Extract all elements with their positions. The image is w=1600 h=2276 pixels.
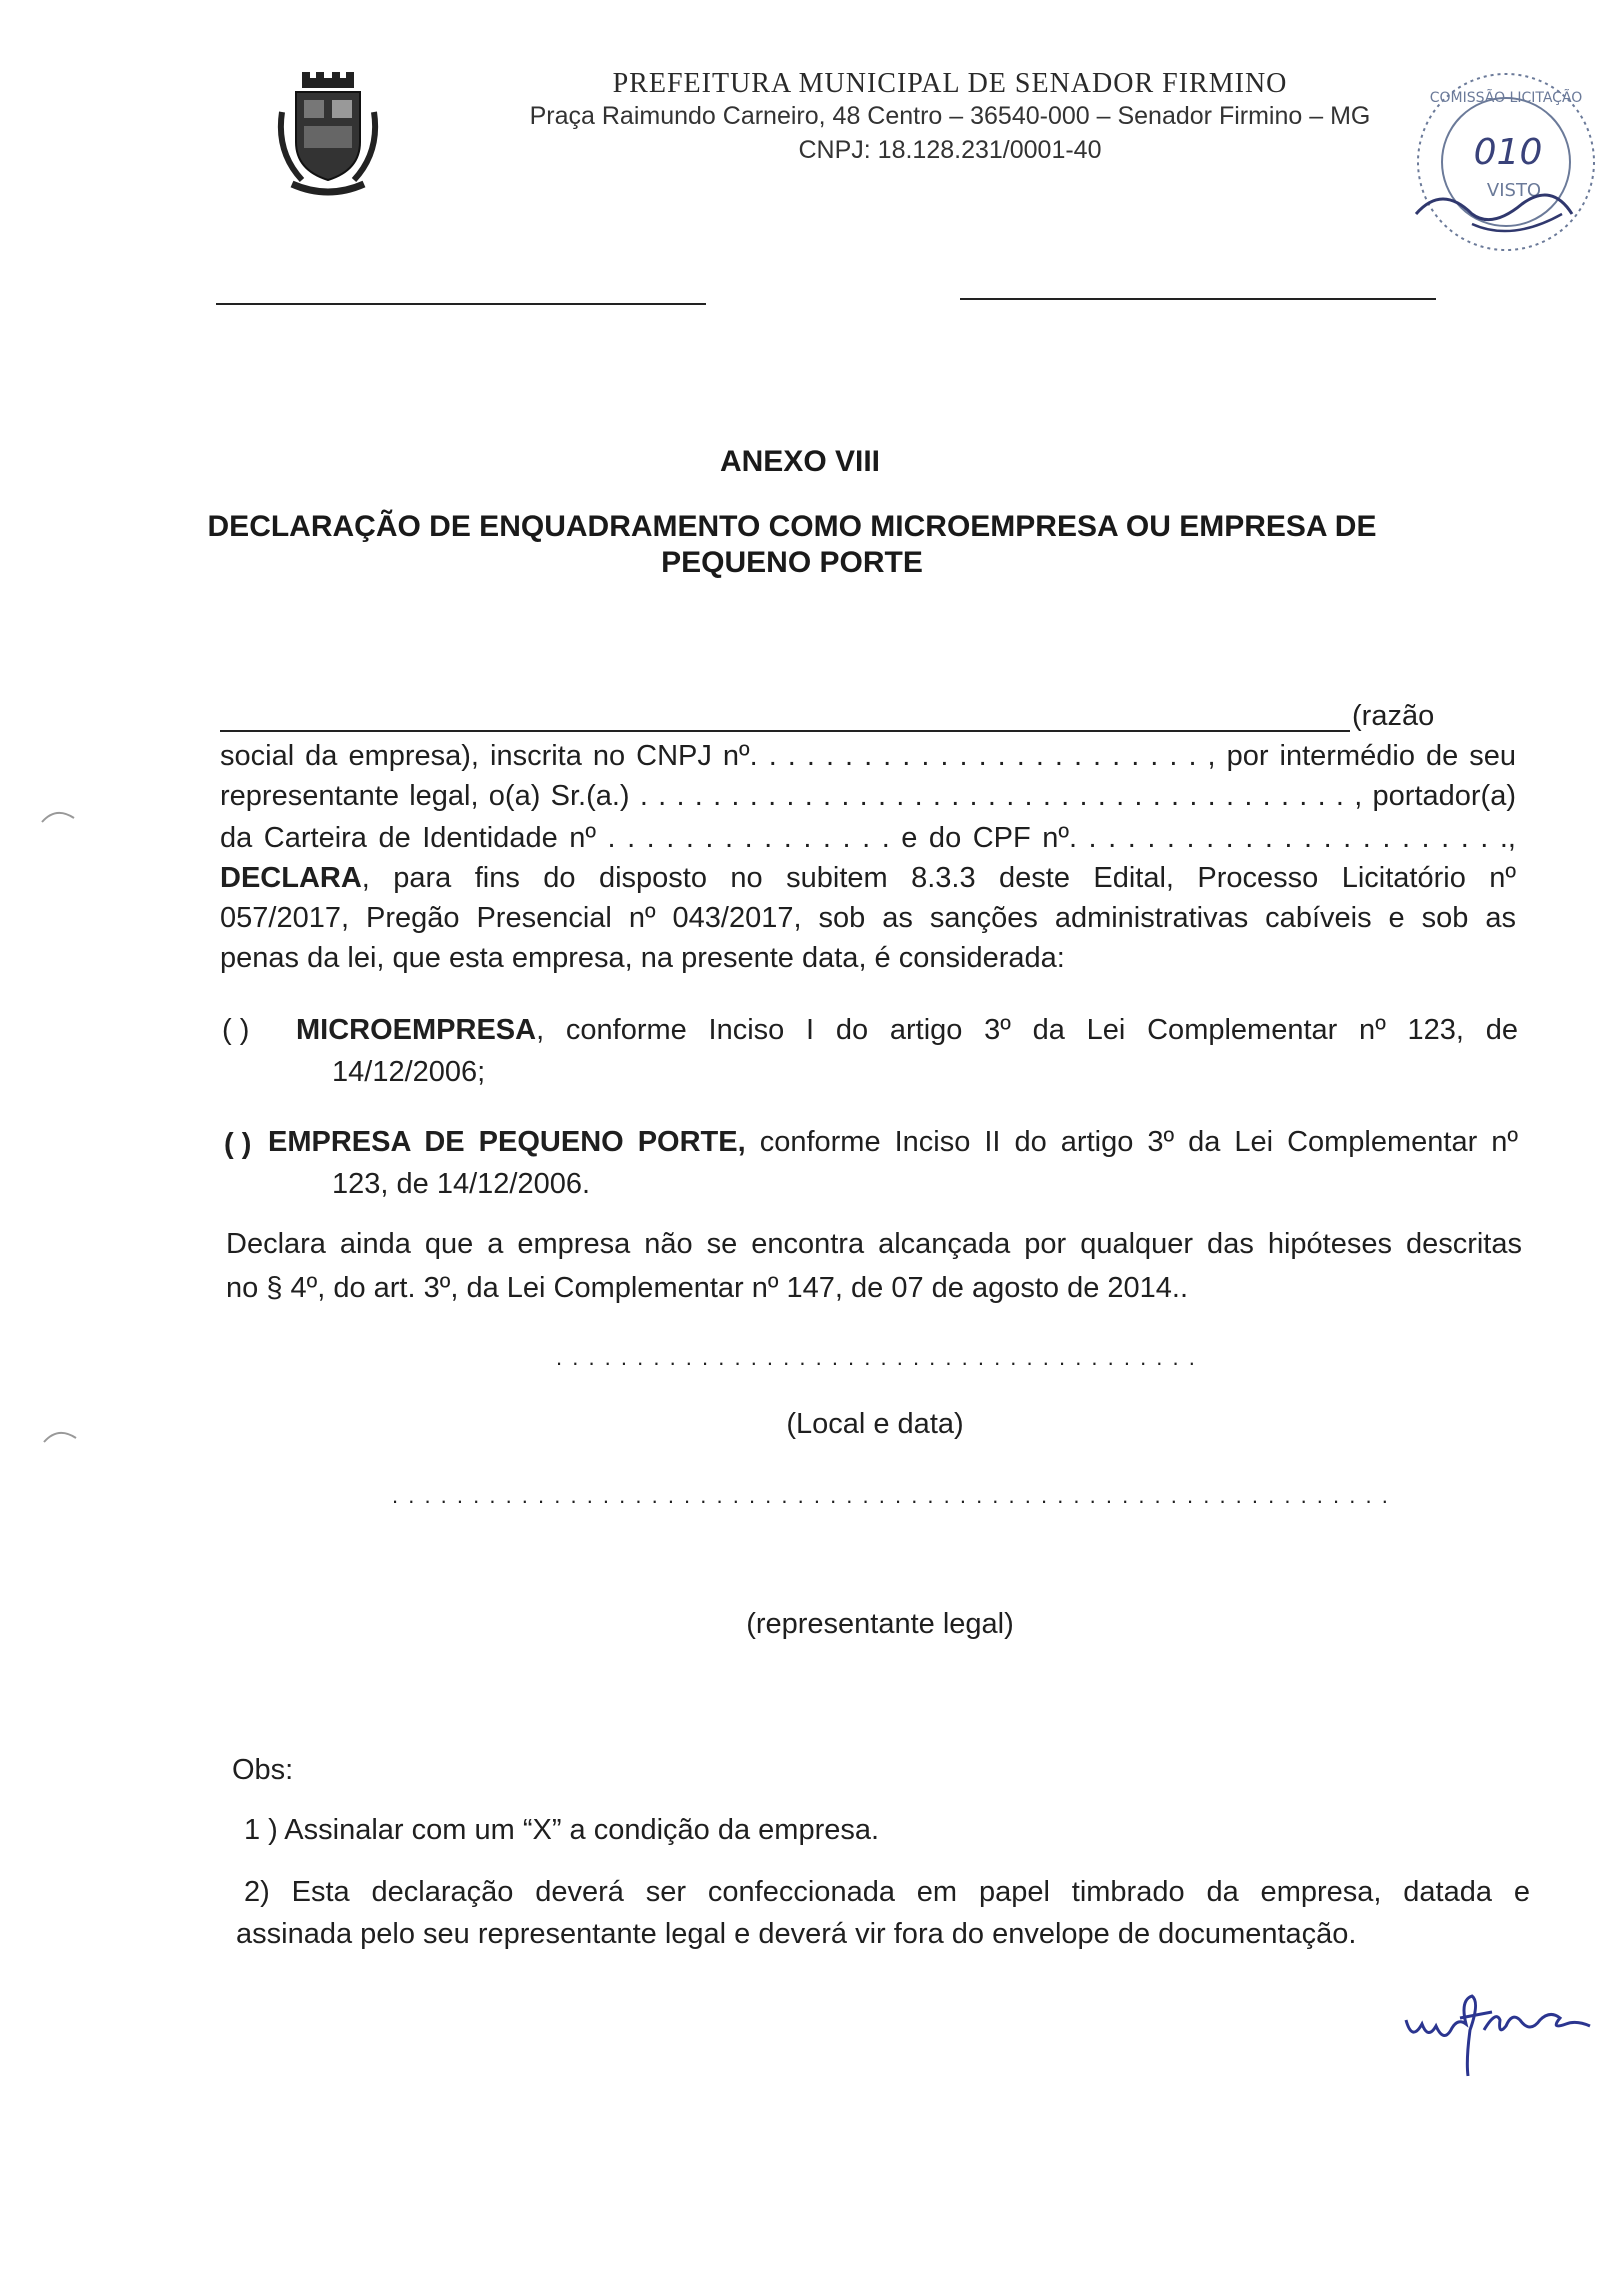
local-date-label: (Local e data) [786,1408,964,1440]
option-epp-text: conforme Inciso II do artigo 3º da Lei Complementar nº [745,1126,1518,1158]
stamp-number: 010 [1473,132,1543,173]
representative-blank: . . . . . . . . . . . . . . . . . . . . . . . . . . . . . . . . . . . . . . . . . . . . . . . . . . . . . . . . . . . . . . [392,1483,1390,1508]
org-address: Praça Raimundo Carneiro, 48 Centro – 36540-000 – Senador Firmino – MG [529,102,1371,130]
body-line-1: social da empresa), inscrita no CNPJ nº. . . . . . . . . . . . . . . . . . . . . . . . , por intermédio de seu [220,740,1516,772]
body-line-5: 057/2017, Pregão Presencial nº 043/2017, sob as sanções administrativas cabíveis e sob as [220,902,1516,934]
approval-stamp-icon [1402,64,1600,260]
obs-item-2-line1: 2) Esta declaração deverá ser confeccionada em papel timbrado da empresa, datada e [244,1876,1530,1908]
company-name-blank [220,730,1350,732]
local-date-blank: . . . . . . . . . . . . . . . . . . . . . . . . . . . . . . . . . . . . . . . . [556,1345,1197,1370]
obs-label: Obs: [232,1754,294,1786]
body-line-3: da Carteira de Identidade nº . . . . . . . . . . . . . . . e do CPF nº. . . . . . . . . . . . . . . . . . . . . . ., [220,822,1516,854]
obs-item-2-line2: assinada pelo seu representante legal e deverá vir fora do envelope de documentação. [236,1918,1357,1950]
option-epp-label: EMPRESA DE PEQUENO PORTE, [268,1126,746,1158]
header-rule-right [960,298,1436,300]
option-microempresa [296,1010,1518,1050]
body-line-4-text: , para fins do disposto no subitem 8.3.3 deste Edital, Processo Licitatório nº [361,862,1516,894]
further-line-1: Declara ainda que a empresa não se encontra alcançada por qualquer das hipóteses descritas [226,1228,1522,1260]
microempresa-checkbox[interactable]: ( ) [222,1014,250,1046]
option-microempresa-date: 14/12/2006; [332,1056,486,1088]
org-cnpj: CNPJ: 18.128.231/0001-40 [798,136,1102,164]
body-line-6: penas da lei, que esta empresa, na presente data, é considerada: [220,942,1065,974]
option-epp-date: 123, de 14/12/2006. [332,1168,591,1200]
epp-checkbox[interactable]: ( ) [224,1128,252,1160]
annex-title: ANEXO VIII [719,445,881,478]
body-line-2: representante legal, o(a) Sr.(a.) . . . . . . . . . . . . . . . . . . . . . . . . . . . . . . . . . . . . . . . , portador(a) [220,780,1516,812]
declara-keyword: DECLARA [220,862,362,894]
declaration-title-line1: DECLARAÇÃO DE ENQUADRAMENTO COMO MICROEMPRESA OU EMPRESA DE [207,510,1377,543]
stamp-ring-text: COMISSÃO LICITAÇÃO [1429,90,1583,106]
handwritten-rubric-icon [1400,1990,1600,2080]
body-line-4 [220,858,1516,898]
org-name: PREFEITURA MUNICIPAL DE SENADOR FIRMINO [612,68,1288,99]
stamp-visto: VISTO [1486,180,1542,201]
municipal-crest-icon [272,72,384,200]
option-epp [268,1122,1518,1162]
option-microempresa-text: , conforme Inciso I do artigo 3º da Lei Complementar nº 123, de [536,1014,1518,1046]
further-line-2: no § 4º, do art. 3º, da Lei Complementar nº 147, de 07 de agosto de 2014.. [226,1272,1189,1304]
option-microempresa-label: MICROEMPRESA [296,1014,537,1046]
declaration-title-line2: PEQUENO PORTE [661,546,923,579]
representative-label: (representante legal) [746,1608,1014,1640]
obs-item-1: 1 ) Assinalar com um “X” a condição da empresa. [244,1814,880,1846]
margin-mark-icon [38,802,78,826]
header-rule-left [216,303,706,305]
razao-label: (razão [1352,700,1435,732]
margin-mark-icon [40,1422,80,1446]
